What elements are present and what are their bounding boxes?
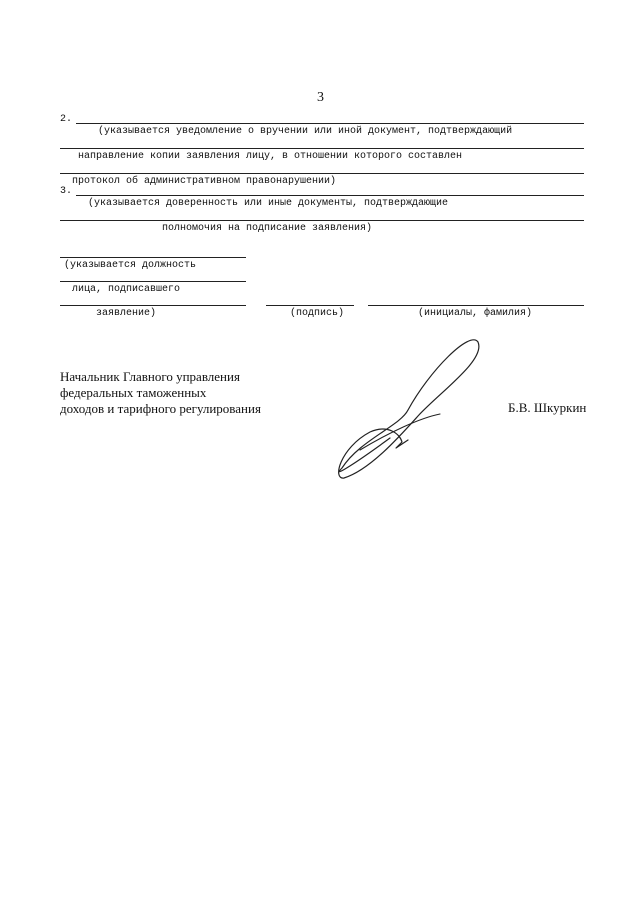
item-2-rule-3	[60, 173, 584, 174]
handwritten-signature	[330, 330, 500, 490]
item-3-input-line	[76, 195, 584, 196]
name-rule	[368, 305, 584, 306]
item-2-caption-line3: протокол об административном правонарушении)	[72, 176, 337, 187]
item-2-input-line	[76, 123, 584, 124]
position-caption-line2: лица, подписавшего	[72, 284, 181, 295]
item-3-number: 3.	[60, 186, 73, 197]
item-2-number: 2.	[60, 114, 73, 125]
signer-name: Б.В. Шкуркин	[508, 400, 587, 415]
item-3-rule-2	[60, 220, 584, 221]
item-2-caption-line1: (указывается уведомление о вручении или иной документ, подтверждающий	[98, 126, 513, 137]
signature-rule	[266, 305, 354, 306]
name-caption: (инициалы, фамилия)	[418, 308, 533, 319]
signature-caption: (подпись)	[290, 308, 345, 319]
footer-title-line1: Начальник Главного управления	[60, 369, 240, 384]
position-caption-line1: (указывается должность	[64, 260, 197, 271]
position-rule-2	[60, 281, 246, 282]
item-3-caption-line1: (указывается доверенность или иные документы, подтверждающие	[88, 198, 449, 209]
item-3-caption-line2: полномочия на подписание заявления)	[162, 223, 373, 234]
item-2-rule-2	[60, 148, 584, 149]
position-rule-1	[60, 257, 246, 258]
position-caption-line3: заявление)	[96, 308, 157, 319]
position-rule-3	[60, 305, 246, 306]
footer-title-line2: федеральных таможенных	[60, 385, 207, 400]
footer-title-line3: доходов и тарифного регулирования	[60, 401, 261, 416]
page-number: 3	[317, 90, 324, 105]
item-2-caption-line2: направление копии заявления лицу, в отношении которого составлен	[78, 151, 463, 162]
